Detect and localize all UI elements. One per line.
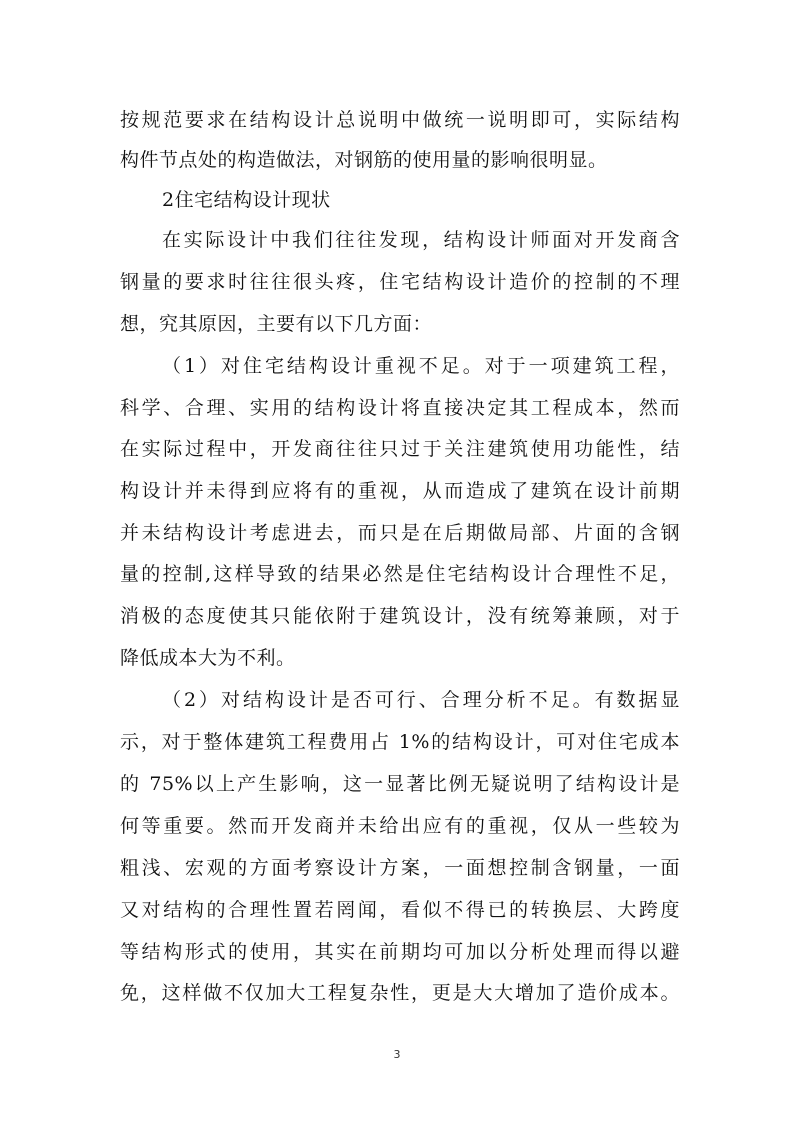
paragraph-line: 的 75%以上产生影响，这一显著比例无疑说明了结构设计是: [120, 773, 680, 795]
paragraph-line: 消极的态度使其只能依附于建筑设计，没有统筹兼顾，对于: [120, 605, 680, 627]
paragraph-line: 想，究其原因，主要有以下几方面：: [120, 313, 433, 335]
paragraph-line: （2）对结构设计是否可行、合理分析不足。有数据显: [162, 689, 680, 711]
paragraph-line: 在实际过程中，开发商往往只过于关注建筑使用功能性，结: [120, 438, 680, 460]
paragraph-line: 科学、合理、实用的结构设计将直接决定其工程成本，然而: [120, 397, 680, 419]
paragraph-line: 免，这样做不仅加大工程复杂性，更是大大增加了造价成本。: [120, 982, 680, 1004]
paragraph-line: 按规范要求在结构设计总说明中做统一说明即可，实际结构: [120, 109, 680, 131]
paragraph-line: 构设计并未得到应将有的重视，从而造成了建筑在设计前期: [120, 480, 680, 502]
paragraph-line: 在实际设计中我们往往发现，结构设计师面对开发商含: [162, 229, 680, 251]
paragraph-line: 量的控制,这样导致的结果必然是住宅结构设计合理性不足，: [120, 563, 680, 585]
page-number: 3: [393, 1048, 401, 1061]
paragraph-line: 示，对于整体建筑工程费用占 1%的结构设计，可对住宅成本: [120, 731, 680, 753]
paragraph-line: 降低成本大为不利。: [120, 647, 296, 669]
paragraph-line: 钢量的要求时往往很头疼，住宅结构设计造价的控制的不理: [120, 271, 680, 293]
paragraph-line: 等结构形式的使用，其实在前期均可加以分析处理而得以避: [120, 941, 680, 963]
section-heading: 2住宅结构设计现状: [162, 189, 331, 211]
paragraph-line: 又对结构的合理性置若罔闻，看似不得已的转换层、大跨度: [120, 899, 680, 921]
paragraph-line: 构件节点处的构造做法，对钢筋的使用量的影响很明显。: [120, 149, 608, 171]
paragraph-line: 何等重要。然而开发商并未给出应有的重视，仅从一些较为: [120, 815, 680, 837]
paragraph-line: 粗浅、宏观的方面考察设计方案，一面想控制含钢量，一面: [120, 857, 680, 879]
paragraph-line: 并未结构设计考虑进去，而只是在后期做局部、片面的含钢: [120, 522, 680, 544]
paragraph-line: （1）对住宅结构设计重视不足。对于一项建筑工程，: [162, 355, 680, 377]
